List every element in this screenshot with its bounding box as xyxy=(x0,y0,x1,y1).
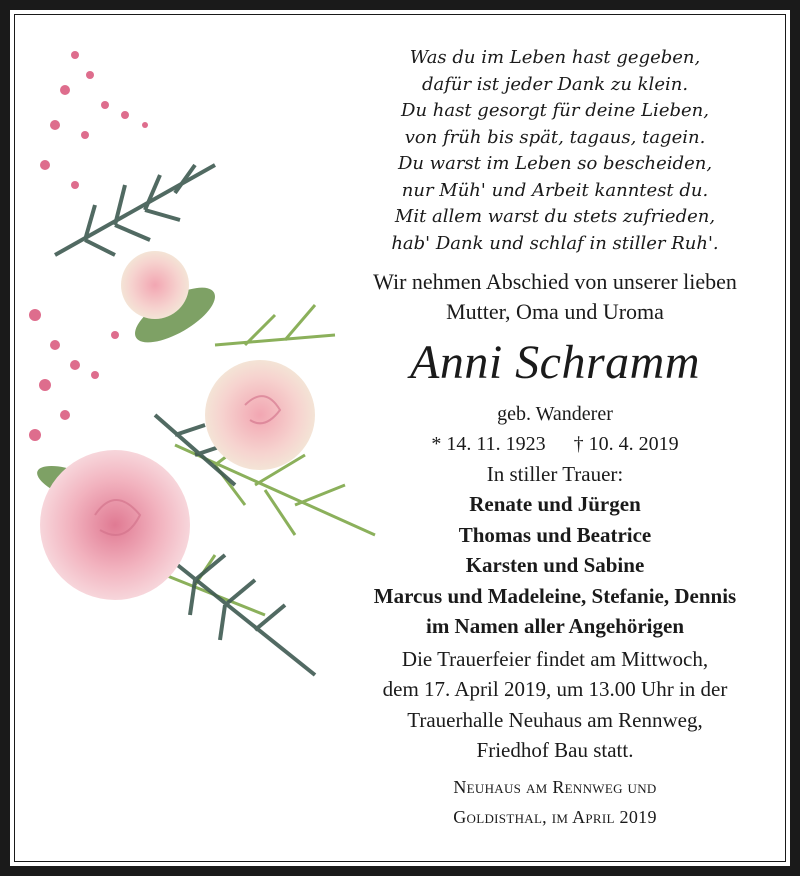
notice-inner-border xyxy=(14,14,786,862)
life-dates xyxy=(333,429,777,459)
poem-line: Mit allem warst du stets zufrieden, xyxy=(394,206,716,227)
place-line: Goldisthal, im April 2019 xyxy=(453,806,657,827)
poem-line: Was du im Leben hast gegeben, xyxy=(409,47,701,68)
notice-text xyxy=(333,45,777,832)
birth-name: geb. Wanderer xyxy=(497,403,613,425)
ceremony-line: Die Trauerfeier findet am Mittwoch, xyxy=(401,646,709,671)
mourner-line: Renate und Jürgen xyxy=(469,492,641,516)
mourner-line: Karsten und Sabine xyxy=(465,553,645,577)
poem-line: von früh bis spät, tagaus, tagein. xyxy=(404,126,706,148)
ceremony-line: Friedhof Bau statt. xyxy=(476,738,634,762)
poem-line: Du warst im Leben so bescheiden, xyxy=(397,153,713,174)
mourner-line: Marcus und Madeleine, Stefanie, Dennis xyxy=(373,583,737,608)
poem-line: nur Müh' und Arbeit kanntest du. xyxy=(401,179,709,201)
ceremony-info xyxy=(333,644,777,766)
memorial-poem xyxy=(333,45,777,257)
ceremony-line: dem 17. April 2019, um 13.00 Uhr in der xyxy=(382,677,728,701)
mourner-line: im Namen aller Angehörigen xyxy=(425,614,684,638)
birth-date: * 14. 11. 1923 xyxy=(431,433,546,455)
ceremony-line: Trauerhalle Neuhaus am Rennweg, xyxy=(407,707,703,732)
poem-line: hab' Dank und schlaf in stiller Ruh'. xyxy=(391,232,719,254)
mourners-list xyxy=(333,489,777,642)
place-and-date xyxy=(333,772,777,832)
intro-line: Mutter, Oma und Uroma xyxy=(446,299,664,324)
farewell-intro xyxy=(333,267,777,327)
mourning-heading: In stiller Trauer: xyxy=(486,462,624,486)
place-line: Neuhaus am Rennweg und xyxy=(453,776,657,797)
poem-line: Du hast gesorgt für deine Lieben, xyxy=(401,100,709,121)
intro-line: Wir nehmen Abschied von unserer lieben xyxy=(373,269,737,294)
mourner-line: Thomas und Beatrice xyxy=(458,522,652,547)
death-date: † 10. 4. 2019 xyxy=(573,433,679,455)
poem-line: dafür ist jeder Dank zu klein. xyxy=(421,73,689,95)
deceased-name: Anni Schramm xyxy=(410,336,700,389)
